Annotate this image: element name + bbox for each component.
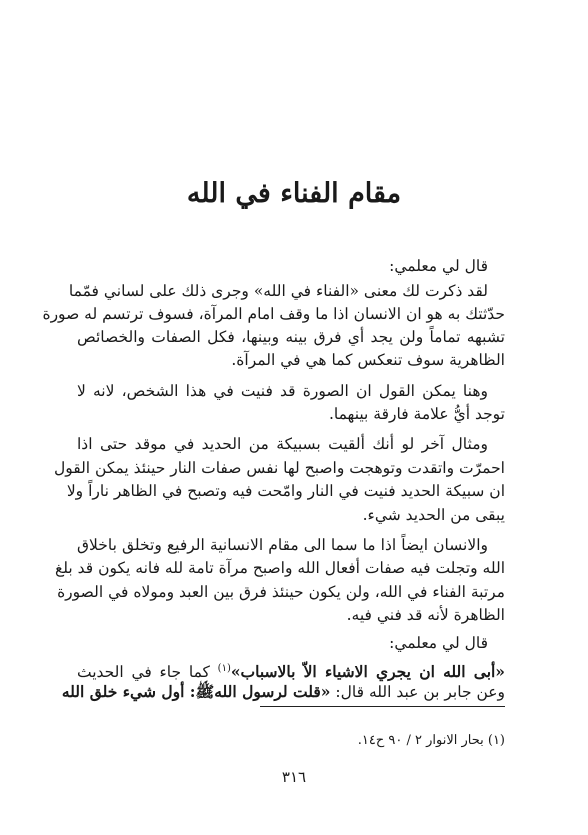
text-line-5: الظاهرية سوف تنعكس كما هي في المرآة. [231, 351, 505, 369]
text-line-12: والانسان ايضاً اذا ما سما الى مقام الانسانية الرفيع وتخلق باخلاق [77, 536, 488, 554]
text-line-7: توجد أيُّ علامة فارقة بينهما. [328, 405, 505, 423]
text-line-9: احمرّت واتقدت وتوهجت واصبح لها نفس صفات النار حينئذ يمكن القول [53, 459, 505, 477]
text-line-4: تشبهه تماماً ولن يجد أي فرق بينه وبينها، فكل الصفات والخصائص [77, 328, 505, 346]
quote-line [77, 659, 505, 682]
last-line-quote: «قلت لرسول اللهﷺ: أول شيء خلق الله [61, 682, 331, 701]
text-line-3: حدّثتك به هو ان الانسان اذا ما وقف امام المرآة، فسوف ترتسم له صورة [42, 305, 505, 323]
text-line-13: الله وتجلت فيه صفات أفعال الله واصبح مرآة تامة لله فانه يكون قد بلغ [54, 559, 505, 577]
text-line-2: لقد ذكرت لك معنى «الفناء في الله» وجرى ذلك على لساني فمّما [68, 282, 488, 300]
text-line-10: ان سبيكة الحديد فنيت في النار وامّحت فيه وتصبح في الظاهر ناراً ولا [66, 482, 505, 500]
text-line-14: مرتبة الفناء في الله، ولن يكون حينئذ فرق بين العبد ومولاه في الصورة [57, 583, 505, 601]
text-line-15: الظاهرة لأنه قد فني فيه. [346, 606, 505, 624]
text-line-1: قال لي معلمي: [389, 257, 488, 275]
footnote-ref: (١) [217, 663, 231, 674]
footnote-divider [260, 706, 505, 707]
page-title: مقام الفناء في الله [186, 178, 402, 209]
quote-line-rest: كما جاء في الحديث [77, 663, 218, 682]
hadith-quote: «أبى الله ان يجري الاشياء الاّ بالاسباب» [230, 662, 505, 682]
text-line-6: وهنا يمكن القول ان الصورة قد فنيت في هذا الشخص، لانه لا [77, 382, 488, 400]
page-number: ٣١٦ [281, 768, 307, 786]
last-line [61, 682, 505, 702]
footnote: (١) بحار الانوار ٢ / ٩٠ ح١٤. [357, 733, 505, 748]
text-line-8: ومثال آخر لو أنك ألقيت بسبيكة من الحديد في موقد حتى اذا [77, 435, 488, 453]
last-line-start: وعن جابر بن عبد الله قال: [330, 683, 505, 701]
text-line-11: يبقى من الحديد شيء. [362, 506, 505, 524]
text-line-16: قال لي معلمي: [389, 634, 488, 652]
